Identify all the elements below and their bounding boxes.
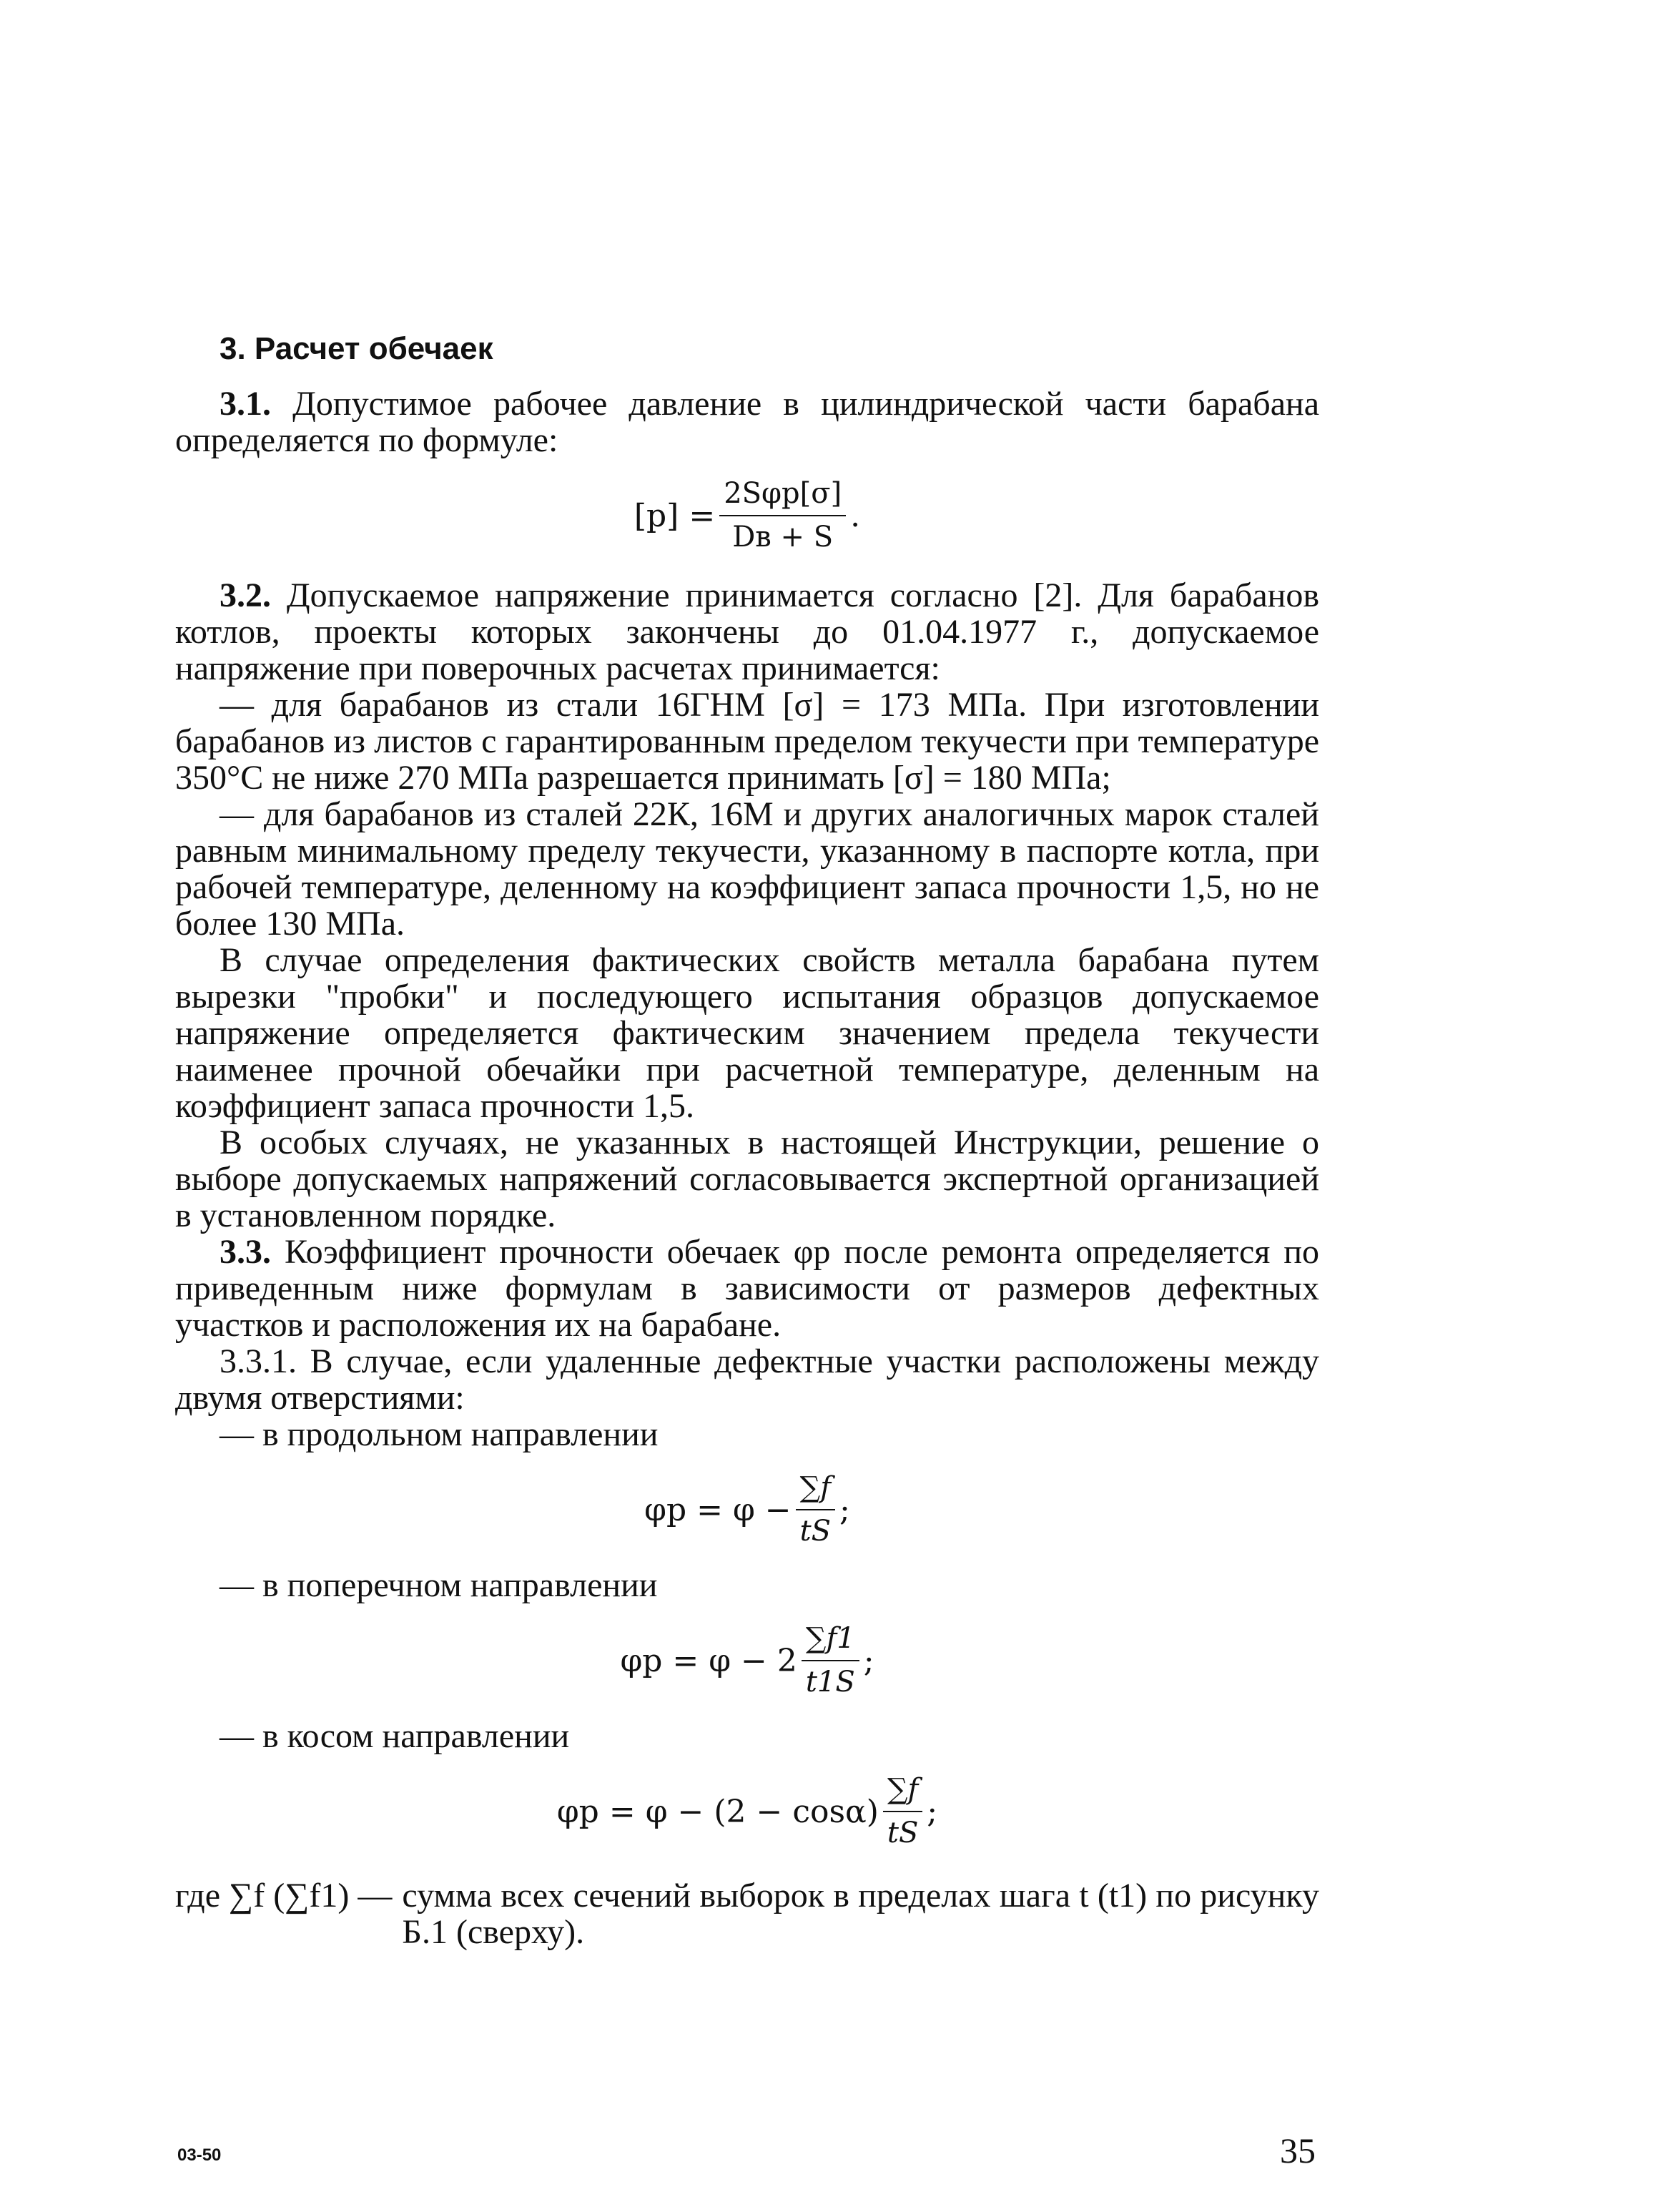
paragraph-3-3 <box>175 1234 1319 1343</box>
paragraph-special-cases: В особых случаях, не указанных в настоящей Инструкции, решение о выборе допускаемых напряжений согласовывается экспертной организацией в установленном порядке. <box>175 1124 1319 1234</box>
formula-end: ; <box>927 1793 938 1830</box>
page-number: 35 <box>1280 2130 1316 2171</box>
clause-text: Допускаемое напряжение принимается согласно [2]. Для барабанов котлов, проекты которых закончены до 01.04.1977 г., допускаемое напряжение при поверочных расчетах принимается: <box>175 576 1319 687</box>
numerator: ∑f <box>796 1470 835 1510</box>
numerator: ∑f <box>883 1771 922 1812</box>
numerator: ∑f1 <box>802 1621 859 1661</box>
direction-transverse: — в поперечном направлении <box>220 1566 658 1604</box>
section-heading: 3. Расчет обечаек <box>220 331 493 366</box>
clause-number: 3.3. <box>220 1233 271 1271</box>
formula-fraction <box>802 1621 859 1701</box>
formula-fraction <box>719 476 846 556</box>
formula-longitudinal <box>175 1470 1319 1550</box>
denominator: tS <box>887 1817 919 1849</box>
formula-end: . <box>850 497 861 534</box>
paragraph-3-1 <box>175 385 1319 458</box>
formula-oblique <box>175 1771 1319 1852</box>
clause-number: 3.2. <box>220 576 271 614</box>
dash-item-1: — для барабанов из стали 16ГНМ [σ] = 173 МПа. При изготовлении барабанов из листов с гарантированным пределом текучести при температуре 350°С не ниже 270 МПа разрешается принимать [σ] = 180 МПа; <box>175 686 1319 797</box>
paragraph-3-2 <box>175 577 1319 687</box>
footer-code: 03-50 <box>177 2145 222 2165</box>
clause-number: 3.1. <box>220 385 271 423</box>
where-definition: сумма всех сечений выборок в пределах шага t (t1) по рисунку Б.1 (сверху). <box>402 1877 1319 1951</box>
numerator: 2Sφр[σ] <box>719 476 846 516</box>
formula-lhs: [p] = <box>634 497 716 534</box>
denominator: t1S <box>805 1666 855 1699</box>
clause-text: Коэффициент прочности обечаек φр после ремонта определяется по приведенным ниже формулам в зависимости от размеров дефектных участков и расположения их на барабане. <box>175 1233 1319 1344</box>
formula-fraction <box>796 1470 835 1550</box>
paragraph-actual-properties: В случае определения фактических свойств металла барабана путем вырезки "пробки" и последующего испытания образцов допускаемое напряжение определяется фактическим значением предела текучести наименее прочной обечайки при расчетной температуре, деленным на коэффициент запаса прочности 1,5. <box>175 941 1319 1125</box>
formula-lhs: φр = φ − (2 − cosα) <box>556 1793 879 1830</box>
direction-oblique: — в косом направлении <box>220 1717 570 1755</box>
formula-pressure <box>175 476 1319 556</box>
denominator: tS <box>799 1515 832 1548</box>
formula-lhs: φр = φ − <box>644 1491 792 1528</box>
denominator: Dв + S <box>732 521 834 554</box>
formula-lhs: φр = φ − 2 <box>620 1642 797 1679</box>
page-content <box>175 330 1319 1950</box>
clause-text: Допустимое рабочее давление в цилиндрической части барабана определяется по формуле: <box>175 385 1319 459</box>
formula-transverse <box>175 1621 1319 1701</box>
paragraph-3-3-1: 3.3.1. В случае, если удаленные дефектные участки расположены между двумя отверстиями: <box>175 1342 1319 1417</box>
where-symbol: где ∑f (∑f1) — <box>175 1877 393 1914</box>
direction-longitudinal: — в продольном направлении <box>220 1415 659 1453</box>
where-clause <box>175 1877 1319 1950</box>
formula-fraction <box>883 1771 922 1852</box>
dash-item-2: — для барабанов из сталей 22К, 16М и других аналогичных марок сталей равным минимальному пределу текучести, указанному в паспорте котла, при рабочей температуре, деленному на коэффициент запаса прочности 1,5, но не более 130 МПа. <box>175 795 1319 943</box>
formula-end: ; <box>863 1642 874 1679</box>
formula-end: ; <box>839 1491 850 1528</box>
